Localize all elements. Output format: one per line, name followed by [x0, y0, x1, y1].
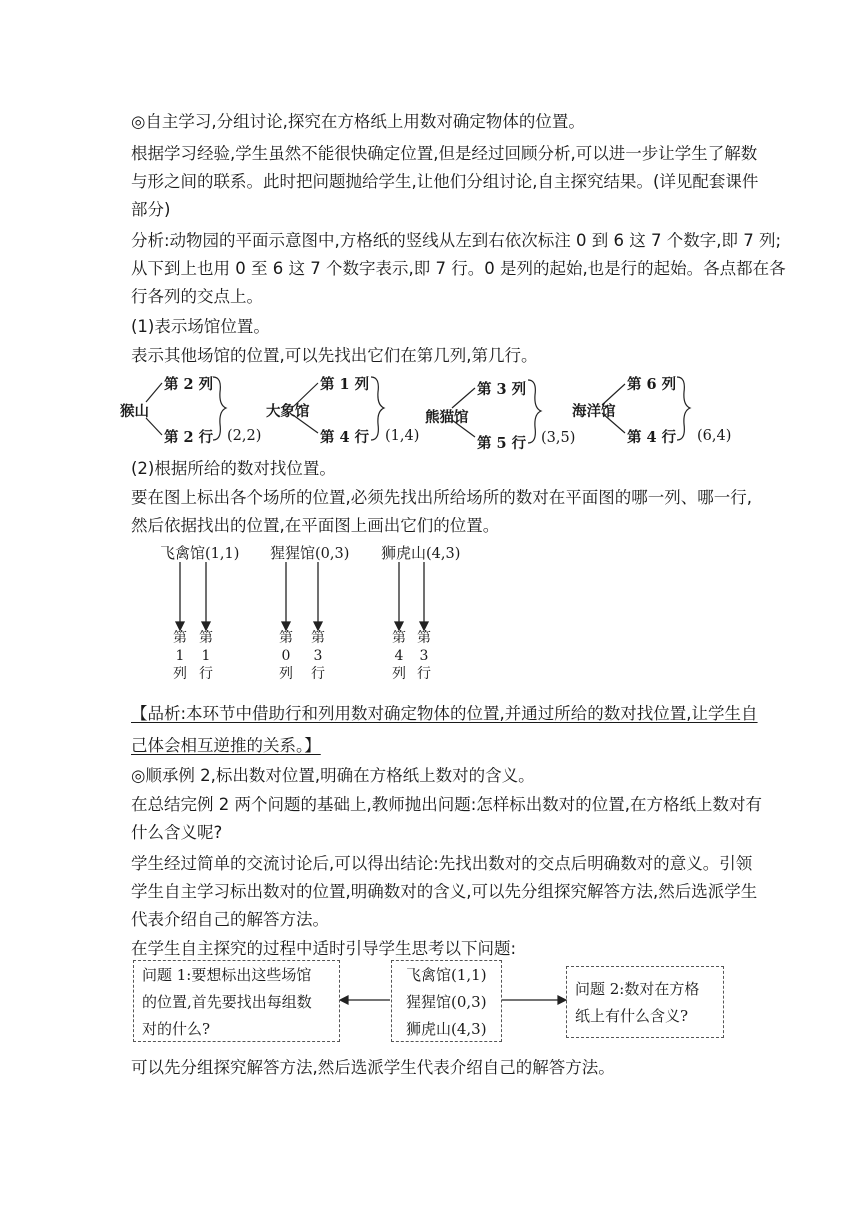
pairs-box: 飞禽馆(1,1) 猩猩馆(0,3) 狮虎山(4,3): [391, 960, 502, 1042]
para-experience-3: 部分): [131, 200, 171, 219]
tree-pair-3: (3,5): [541, 430, 576, 446]
tree-col-1: 第 2 列: [164, 376, 214, 393]
para-experience-1: 根据学习经验,学生虽然不能很快确定位置,但是经过回顾分析,可以进一步让学生了解数: [131, 144, 758, 163]
tree-row-1: 第 2 行: [164, 429, 214, 446]
tree-row-4: 第 4 行: [627, 429, 677, 446]
tree-pair-4: (6,4): [697, 428, 732, 444]
arrow-col-3: 第 4 列: [392, 630, 406, 682]
tree-name-2: 大象馆: [266, 403, 310, 420]
para-summary-2: 什么含义呢?: [131, 823, 223, 842]
para-summary-1: 在总结完例 2 两个问题的基础上,教师抛出问题:怎样标出数对的位置,在方格纸上数对有: [131, 795, 763, 814]
para-step-2-desc-2: 然后依据找出的位置,在平面图上画出它们的位置。: [131, 516, 500, 535]
para-step-1-desc: 表示其他场馆的位置,可以先找出它们在第几列,第几行。: [131, 346, 538, 365]
para-step-1: (1)表示场馆位置。: [131, 317, 270, 336]
arrow-col-1: 第 1 列: [173, 630, 187, 682]
para-experience-2: 与形之间的联系。此时把问题抛给学生,让他们分组讨论,自主探究结果。(详见配套课件: [131, 172, 759, 191]
para-closing: 可以先分组探究解答方法,然后选派学生代表介绍自己的解答方法。: [131, 1058, 615, 1077]
para-intro: ◎自主学习,分组讨论,探究在方格纸上用数对确定物体的位置。: [131, 112, 585, 131]
para-guide: 在学生自主探究的过程中适时引导学生思考以下问题:: [131, 939, 517, 958]
para-discussion-3: 代表介绍自己的解答方法。: [131, 910, 329, 929]
tree-col-4: 第 6 列: [627, 376, 677, 393]
tree-col-2: 第 1 列: [320, 376, 370, 393]
tree-pair-2: (1,4): [385, 428, 420, 444]
arrow-row-1: 第 1 行: [199, 630, 213, 682]
para-analysis-1: 分析:动物园的平面示意图中,方格纸的竖线从左到右依次标注 0 到 6 这 7 个数字,即 7 列;: [131, 231, 782, 250]
arrow-label-3: 狮虎山(4,3): [381, 544, 461, 562]
tree-pair-1: (2,2): [227, 428, 262, 444]
arrow-label-2: 猩猩馆(0,3): [270, 544, 350, 562]
arrow-label-1: 飞禽馆(1,1): [160, 544, 240, 562]
question-1-box: 问题 1:要想标出这些场馆 的位置,首先要找出每组数 对的什么?: [133, 960, 340, 1042]
tree-col-3: 第 3 列: [477, 381, 527, 398]
tree-name-3: 熊猫馆: [425, 409, 469, 426]
para-analysis-2: 从下到上也用 0 至 6 这 7 个数字表示,即 7 行。0 是列的起始,也是行的起始。各点都在各: [131, 259, 786, 278]
para-analysis-3: 行各列的交点上。: [131, 287, 263, 306]
arrow-col-2: 第 0 列: [279, 630, 293, 682]
question-2-box: 问题 2:数对在方格 纸上有什么含义?: [566, 966, 724, 1038]
arrow-row-2: 第 3 行: [311, 630, 325, 682]
para-follow-example: ◎顺承例 2,标出数对位置,明确在方格纸上数对的含义。: [131, 766, 535, 785]
para-step-2: (2)根据所给的数对找位置。: [131, 459, 336, 478]
para-discussion-2: 学生自主学习标出数对的位置,明确数对的含义,可以先分组探究解答方法,然后选派学生: [131, 882, 758, 901]
tree-row-3: 第 5 行: [477, 435, 527, 452]
tree-name-1: 猴山: [120, 403, 149, 420]
tree-row-2: 第 4 行: [320, 429, 370, 446]
analysis-note-1: 【品析:本环节中借助行和列用数对确定物体的位置,并通过所给的数对找位置,让学生自: [131, 704, 758, 723]
para-discussion-1: 学生经过简单的交流讨论后,可以得出结论:先找出数对的交点后明确数对的意义。引领: [131, 854, 753, 873]
tree-name-4: 海洋馆: [572, 403, 616, 420]
para-step-2-desc-1: 要在图上标出各个场所的位置,必须先找出所给场所的数对在平面图的哪一列、哪一行,: [131, 488, 752, 507]
analysis-note-2: 己体会相互逆推的关系。】: [131, 736, 321, 755]
arrow-row-3: 第 3 行: [417, 630, 431, 682]
